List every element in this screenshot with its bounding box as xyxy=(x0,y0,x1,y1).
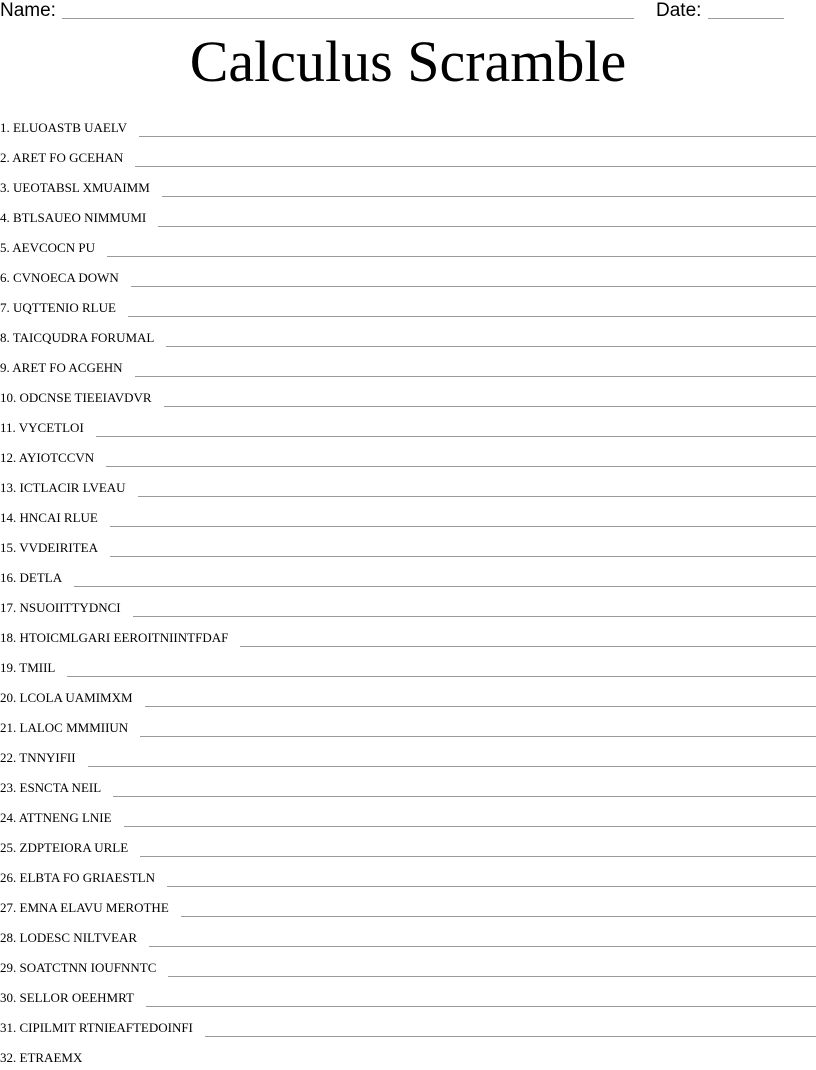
scrambled-clue: 1. ELUOASTB UAELV xyxy=(0,120,127,135)
answer-line[interactable] xyxy=(113,796,816,797)
answer-line[interactable] xyxy=(166,346,816,347)
scrambled-clue: 20. LCOLA UAMIMXM xyxy=(0,690,133,705)
answer-line[interactable] xyxy=(167,886,816,887)
question-row xyxy=(0,650,816,680)
question-row xyxy=(0,290,816,320)
scrambled-clue: 10. ODCNSE TIEEIAVDVR xyxy=(0,390,152,405)
question-row xyxy=(0,590,816,620)
answer-line[interactable] xyxy=(145,706,816,707)
question-row xyxy=(0,950,816,980)
question-row xyxy=(0,1040,816,1070)
scrambled-clue: 5. AEVCOCN PU xyxy=(0,240,95,255)
answer-line[interactable] xyxy=(240,646,816,647)
answer-line[interactable] xyxy=(107,256,816,257)
answer-line[interactable] xyxy=(96,436,816,437)
question-row xyxy=(0,830,816,860)
scrambled-clue: 27. EMNA ELAVU MEROTHE xyxy=(0,900,169,915)
answer-line[interactable] xyxy=(106,466,816,467)
answer-line[interactable] xyxy=(88,766,816,767)
question-row xyxy=(0,350,816,380)
scrambled-clue: 15. VVDEIRITEA xyxy=(0,540,98,555)
question-row xyxy=(0,140,816,170)
page-title: Calculus Scramble xyxy=(189,29,627,94)
question-row xyxy=(0,380,816,410)
question-row xyxy=(0,320,816,350)
question-row xyxy=(0,620,816,650)
scrambled-clue: 31. CIPILMIT RTNIEAFTEDOINFI xyxy=(0,1020,193,1035)
scrambled-clue: 14. HNCAI RLUE xyxy=(0,510,98,525)
question-row xyxy=(0,770,816,800)
question-row xyxy=(0,440,816,470)
question-row xyxy=(0,740,816,770)
question-row xyxy=(0,1010,816,1040)
answer-line[interactable] xyxy=(124,826,816,827)
question-row xyxy=(0,200,816,230)
scrambled-clue: 12. AYIOTCCVN xyxy=(0,450,95,465)
worksheet-header xyxy=(0,0,816,26)
scrambled-clue: 8. TAICQUDRA FORUMAL xyxy=(0,330,155,345)
scrambled-clue: 32. ETRAEMX xyxy=(0,1050,83,1065)
question-row xyxy=(0,860,816,890)
question-row xyxy=(0,260,816,290)
scrambled-clue: 2. ARET FO GCEHAN xyxy=(0,150,124,165)
answer-line[interactable] xyxy=(67,676,816,677)
answer-line[interactable] xyxy=(74,586,816,587)
answer-line[interactable] xyxy=(140,736,816,737)
scrambled-clue: 30. SELLOR OEEHMRT xyxy=(0,990,134,1005)
question-row xyxy=(0,500,816,530)
answer-line[interactable] xyxy=(131,286,816,287)
name-input-line[interactable] xyxy=(62,18,634,19)
answer-line[interactable] xyxy=(181,916,816,917)
scrambled-clue: 28. LODESC NILTVEAR xyxy=(0,930,138,945)
date-input-line[interactable] xyxy=(708,18,784,19)
scrambled-clue: 19. TMIIL xyxy=(0,660,56,675)
answer-line[interactable] xyxy=(128,316,816,317)
question-row xyxy=(0,170,816,200)
answer-line[interactable] xyxy=(162,196,816,197)
scrambled-clue: 24. ATTNENG LNIE xyxy=(0,810,112,825)
answer-line[interactable] xyxy=(149,946,816,947)
answer-line[interactable] xyxy=(168,976,816,977)
scrambled-clue: 18. HTOICMLGARI EEROITNIINTFDAF xyxy=(0,630,229,645)
question-row xyxy=(0,920,816,950)
scrambled-clue: 13. ICTLACIR LVEAU xyxy=(0,480,126,495)
answer-line[interactable] xyxy=(110,556,816,557)
scrambled-clue: 29. SOATCTNN IOUFNNTC xyxy=(0,960,157,975)
question-row xyxy=(0,560,816,590)
answer-line[interactable] xyxy=(110,526,816,527)
answer-line[interactable] xyxy=(164,406,816,407)
answer-line[interactable] xyxy=(158,226,816,227)
answer-line[interactable] xyxy=(135,166,816,167)
scrambled-clue: 11. VYCETLOI xyxy=(0,420,84,435)
answer-line[interactable] xyxy=(146,1006,816,1007)
scrambled-clue: 6. CVNOECA DOWN xyxy=(0,270,119,285)
scrambled-clue: 9. ARET FO ACGEHN xyxy=(0,360,123,375)
question-row xyxy=(0,710,816,740)
scrambled-clue: 21. LALOC MMMIIUN xyxy=(0,720,129,735)
scrambled-clue: 3. UEOTABSL XMUAIMM xyxy=(0,180,150,195)
question-row xyxy=(0,530,816,560)
question-row xyxy=(0,980,816,1010)
answer-line[interactable] xyxy=(205,1036,816,1037)
answer-line[interactable] xyxy=(139,136,816,137)
name-label: Name: xyxy=(0,0,56,21)
date-label: Date: xyxy=(656,0,702,21)
scrambled-clue: 22. TNNYIFII xyxy=(0,750,76,765)
question-row xyxy=(0,680,816,710)
question-row xyxy=(0,470,816,500)
question-row xyxy=(0,890,816,920)
answer-line[interactable] xyxy=(138,496,816,497)
question-row xyxy=(0,800,816,830)
answer-line[interactable] xyxy=(133,616,816,617)
answer-line[interactable] xyxy=(140,856,816,857)
scrambled-clue: 26. ELBTA FO GRIAESTLN xyxy=(0,870,155,885)
scrambled-clue: 16. DETLA xyxy=(0,570,63,585)
scrambled-clue: 23. ESNCTA NEIL xyxy=(0,780,102,795)
question-row xyxy=(0,410,816,440)
answer-line[interactable] xyxy=(135,376,816,377)
scrambled-clue: 7. UQTTENIO RLUE xyxy=(0,300,116,315)
scrambled-clue: 25. ZDPTEIORA URLE xyxy=(0,840,129,855)
scrambled-clue: 4. BTLSAUEO NIMMUMI xyxy=(0,210,147,225)
question-row xyxy=(0,110,816,140)
question-list xyxy=(0,110,816,1070)
question-row xyxy=(0,230,816,260)
scrambled-clue: 17. NSUOIITTYDNCI xyxy=(0,600,121,615)
